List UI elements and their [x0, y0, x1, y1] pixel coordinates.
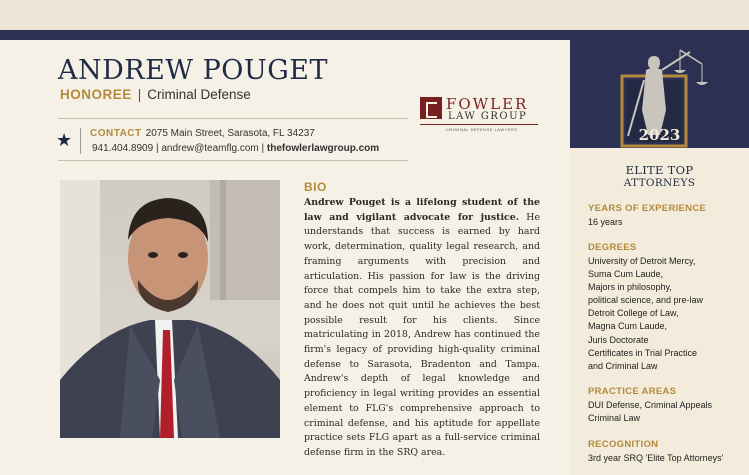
divider-top [58, 118, 408, 119]
logo-mark-icon [420, 97, 442, 119]
practice-category: Criminal Defense [147, 87, 251, 102]
award-title [570, 164, 749, 190]
practice-area-line: Criminal Law [588, 413, 641, 424]
contact-divider [80, 128, 81, 154]
recognition-label: RECOGNITION [588, 439, 659, 450]
honoree-subtitle [60, 87, 251, 102]
logo-tagline: CRIMINAL DEFENSE LAWYERS [446, 127, 518, 132]
divider-bottom [58, 160, 408, 161]
degree-line: Majors in philosophy, [588, 282, 672, 293]
contact-phone-email[interactable]: 941.404.8909 | andrew@teamflg.com | [92, 143, 265, 154]
award-title-line1: ELITE TOP [625, 163, 694, 177]
bio-body: He understands that success is earned by hard work, determination, quality legal research, and framing arguments with precision and articulation. His passion for law is the driving force that compels him to take the extra step, and he does not quit until he achieves the best possible result for his clients. Since matriculating in 2018, Andrew has continued the firm's legacy of providing high-quality criminal defense to Sarasota, Bradenton and Tampa. Andrew's depth of legal knowledge and proficiency in legal writing provides an essential element to FLG's comprehensive approach to criminal defense, and his aptitude for appellate practice sets FLG apart as a full-service criminal defense firm in the SRQ area. [304, 211, 540, 458]
bio-text [304, 196, 540, 461]
experience-label: YEARS OF EXPERIENCE [588, 203, 707, 214]
degree-line: Juris Doctorate [588, 334, 649, 345]
logo-rule [420, 124, 538, 125]
firm-logo [420, 95, 542, 135]
degrees-label: DEGREES [588, 242, 637, 253]
portrait-photo [60, 180, 280, 438]
bio-lead: Andrew Pouget is a lifelong student of the law and vigilant advocate for justice. [304, 197, 540, 223]
degrees-list [588, 255, 703, 373]
contact-address-line [90, 128, 315, 139]
subtitle-separator: | [137, 87, 142, 102]
contact-address: 2075 Main Street, Sarasota, FL 34237 [145, 128, 315, 139]
star-icon: ★ [56, 130, 73, 150]
logo-subtitle: LAW GROUP [448, 111, 528, 122]
degree-line: Suma Cum Laude, [588, 269, 664, 280]
honoree-label: HONOREE [60, 87, 132, 102]
honoree-name: ANDREW POUGET [58, 55, 328, 86]
recognition-value: 3rd year SRQ 'Elite Top Attorneys' [588, 453, 724, 463]
practice-areas-list [588, 399, 712, 425]
degree-line: political science, and pre-law [588, 295, 704, 306]
degree-line: and Criminal Law [588, 360, 658, 371]
degree-line: University of Detroit Mercy, [588, 256, 696, 266]
sidebar-award-panel [570, 40, 749, 148]
degree-line: Detroit College of Law, [588, 308, 679, 319]
experience-value: 16 years [588, 217, 623, 227]
portrait-illustration [60, 180, 280, 438]
degree-line: Certificates in Trial Practice [588, 347, 698, 358]
degree-line: Magna Cum Laude, [588, 321, 668, 332]
practice-area-line: DUI Defense, Criminal Appeals [588, 400, 713, 410]
practice-areas-label: PRACTICE AREAS [588, 386, 677, 397]
contact-label: CONTACT [90, 128, 142, 139]
contact-details-line [92, 143, 379, 154]
top-band [0, 30, 749, 40]
logo-word: FOWLER [446, 95, 529, 113]
award-title-line2: ATTORNEYS [623, 177, 696, 189]
award-year: 2023 [638, 126, 681, 144]
bio-heading: BIO [304, 180, 327, 194]
contact-website-link[interactable]: thefowlerlawgroup.com [266, 143, 380, 154]
